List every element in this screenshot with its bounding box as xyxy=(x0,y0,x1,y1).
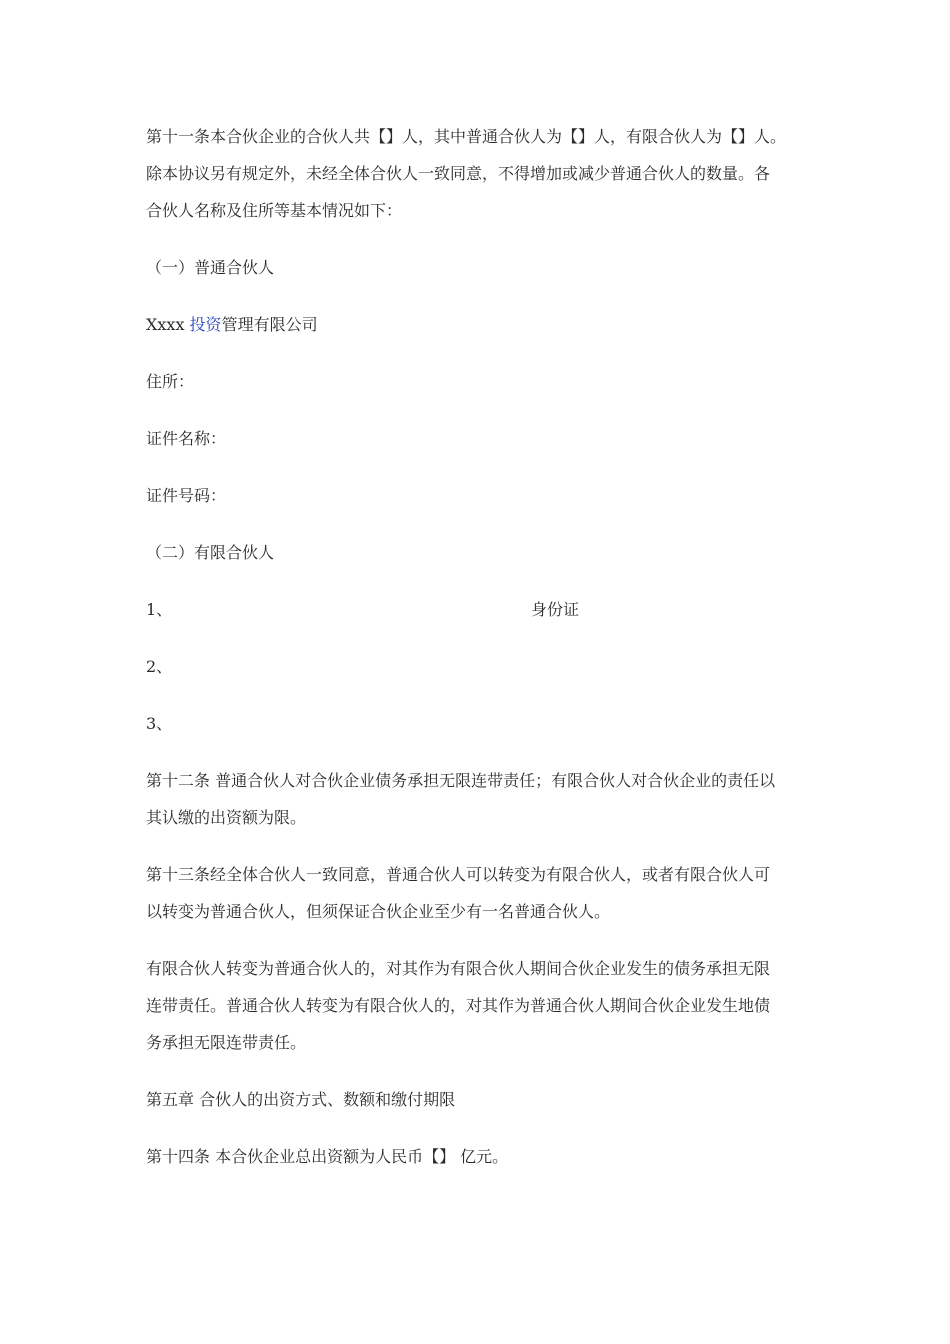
investment-link[interactable]: 投资 xyxy=(189,315,222,334)
article-11 xyxy=(146,118,816,229)
limited-partner-row-1 xyxy=(146,591,816,628)
article-14: 第十四条 本合伙企业总出资额为人民币【】 亿元。 xyxy=(146,1147,509,1166)
article-13b-line-1: 有限合伙人转变为普通合伙人的，对其作为有限合伙人期间合伙企业发生的债务承担无限 xyxy=(146,959,771,978)
article-11-line-3: 合伙人名称及住所等基本情况如下： xyxy=(146,201,403,220)
limited-partner-number: 3、 xyxy=(146,714,173,733)
address-label: 住所： xyxy=(146,372,195,391)
article-11-line-2: 除本协议另有规定外，未经全体合伙人一致同意，不得增加或减少普通合伙人的数量。各 xyxy=(146,164,771,183)
article-13b-line-3: 务承担无限连带责任。 xyxy=(146,1033,307,1052)
limited-partner-id-label: 身份证 xyxy=(531,600,580,619)
general-partner-company xyxy=(146,306,816,343)
document-page xyxy=(146,118,816,1195)
article-13b-line-2: 连带责任。普通合伙人转变为有限合伙人的，对其作为普通合伙人期间合伙企业发生地债 xyxy=(146,996,771,1015)
article-13-line-2: 以转变为普通合伙人，但须保证合伙企业至少有一名普通合伙人。 xyxy=(146,902,611,921)
article-11-line-1: 第十一条本合伙企业的合伙人共【】人，其中普通合伙人为【】人，有限合伙人为【】人。 xyxy=(146,127,787,146)
limited-partner-row-3 xyxy=(146,705,816,742)
article-12-line-2: 其认缴的出资额为限。 xyxy=(146,808,307,827)
article-12 xyxy=(146,762,816,836)
company-suffix: 管理有限公司 xyxy=(221,315,318,334)
limited-partner-number: 2、 xyxy=(146,657,173,676)
article-13-line-1: 第十三条经全体合伙人一致同意，普通合伙人可以转变为有限合伙人，或者有限合伙人可 xyxy=(146,865,771,884)
limited-partner-number: 1、 xyxy=(146,600,173,619)
article-12-line-1: 第十二条 普通合伙人对合伙企业债务承担无限连带责任；有限合伙人对合伙企业的责任以 xyxy=(146,771,776,790)
limited-partner-heading: （二）有限合伙人 xyxy=(146,543,275,562)
company-prefix: Xxxx xyxy=(146,315,190,334)
general-partner-heading: （一）普通合伙人 xyxy=(146,258,275,277)
article-13-continued xyxy=(146,950,816,1061)
chapter-5-heading: 第五章 合伙人的出资方式、数额和缴付期限 xyxy=(146,1090,456,1109)
article-13 xyxy=(146,856,816,930)
id-number-label: 证件号码： xyxy=(146,486,227,505)
limited-partner-row-2 xyxy=(146,648,816,685)
id-name-label: 证件名称： xyxy=(146,429,227,448)
